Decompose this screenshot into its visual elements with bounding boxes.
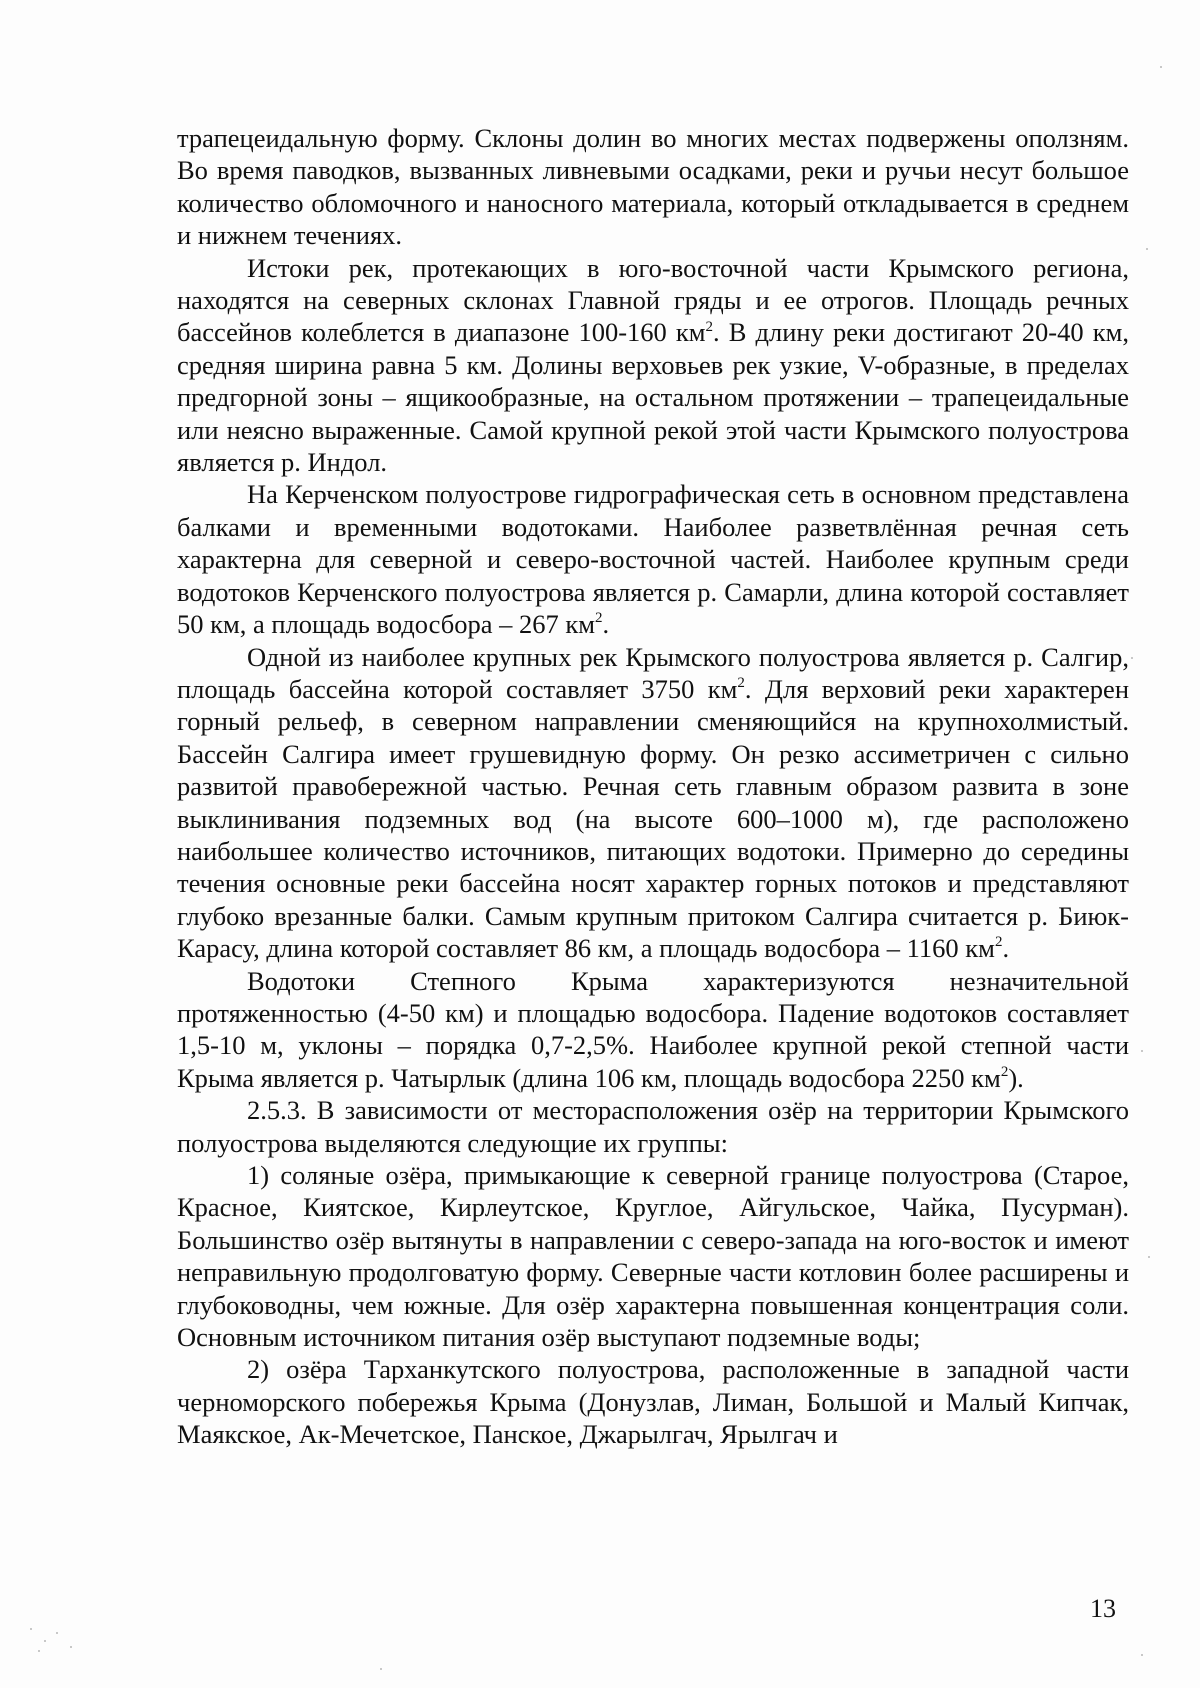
superscript: 2 [1000, 1063, 1009, 1080]
paragraph-text: . [602, 609, 610, 640]
scan-speck [1160, 66, 1162, 68]
paragraph-text: 1) соляные озёра, примыкающие к северной границе полуострова (Старое, Красное, Киятское, Кирлеутское, Круглое, Айгульское, Чайка, Пусурман). Большинство озёр вытянуты в направлении с северо-запада на юго-восток и имеют неправильную продолговатую форму. Северные части котловин более расширены и глубоководны, чем южные. Для озёр характерна повышенная концентрация соли. Основным источником питания озёр выступают подземные воды; [177, 1160, 1129, 1353]
paragraph-text: ). [1008, 1062, 1024, 1093]
paragraph-text: . Для верховий реки характерен горный рельеф, в северном направлении сменяющийся на крупнохолмистый. Бассейн Салгира имеет грушевидную форму. Он резко ассиметричен с сильно развитой правобережной частью. Речная сеть главным образом развита в зоне выклинивания подземных вод (на высоте 600–1000 м), где расположено наибольшее количество источников, питающих водотоки. Примерно до середины течения основные реки бассейна носят характер горных потоков и представляют глубоко врезанные балки. Самым крупным притоком Салгира считается р. Биюк-Карасу, длина которой составляет 86 км, а площадь водосбора – 1160 км [177, 673, 1130, 964]
paragraph [177, 1094, 1129, 1159]
scan-speck [1141, 1654, 1143, 1656]
paragraph-text: . В длину реки достигают 20-40 км, средняя ширина равна 5 км. Долины верховьев рек узкие, V-образные, в пределах предгорной зоны – ящикообразные, на остальном протяжении – трапецеидальные или неясно выраженные. Самой крупной рекой этой части Крымского полуострова является р. Индол. [177, 317, 1129, 478]
scan-speck [1146, 248, 1148, 250]
scan-speck [380, 1668, 382, 1670]
paragraph-text: На Керченском полуострове гидрографическая сеть в основном представлена балками и временными водотоками. Наиболее разветвлённая речная сеть характерна для северной и северо-восточной частей. Наиболее крупным среди водотоков Керченского полуострова является р. Самарли, длина которой составляет 50 км, а площадь водосбора – 267 км [177, 479, 1129, 640]
scan-speck [44, 1640, 46, 1642]
paragraph-text: . [1002, 933, 1010, 964]
paragraph [177, 1159, 1129, 1353]
paragraph [177, 965, 1129, 1095]
scan-speck [1141, 1050, 1143, 1052]
superscript: 2 [994, 934, 1003, 951]
paragraph-text: 2.5.3. В зависимости от месторасположения озёр на территории Крымского полуострова выделяются следующие их группы: [177, 1095, 1129, 1158]
paragraph-text: Истоки рек, протекающих в юго-восточной части Крымского региона, находятся на северных склонах Главной гряды и ее отрогов. Площадь речных бассейнов колеблется в диапазоне 100-160 км [177, 252, 1129, 348]
superscript: 2 [705, 318, 714, 335]
scan-speck [56, 1632, 58, 1634]
paragraph [177, 641, 1129, 965]
paragraph-text: Водотоки Степного Крыма характеризуются незначительной протяженностью (4-50 км) и площадью водосбора. Падение водотоков составляет 1,5-10 м, уклоны – порядка 0,7-2,5%. Наиболее крупной рекой степной части Крыма является р. Чатырлык (длина 106 км, площадь водосбора 2250 км [177, 965, 1129, 1093]
paragraph [177, 122, 1129, 252]
paragraph [177, 478, 1129, 640]
superscript: 2 [737, 675, 745, 692]
paragraph [177, 1353, 1129, 1450]
scan-speck [30, 1628, 32, 1630]
page-number: 13 [1090, 1594, 1116, 1623]
paragraph-text: 2) озёра Тарханкутского полуострова, расположенные в западной части черноморского побережья Крыма (Донузлав, Лиман, Большой и Малый Кипчак, Маякское, Ак-Мечетское, Панское, Джарылгач, Ярылгач и [177, 1354, 1129, 1450]
superscript: 2 [594, 610, 603, 627]
paragraph [177, 252, 1129, 479]
paragraph-text: Одной из наиболее крупных рек Крымского полуострова является р. Салгир, площадь бассейна которой составляет 3750 км [177, 641, 1129, 704]
scan-speck [38, 1650, 40, 1652]
body-text [177, 122, 1129, 1451]
scan-speck [70, 1646, 72, 1648]
scan-speck [1148, 1256, 1150, 1258]
scan-speck [1131, 657, 1133, 659]
paragraph-text: трапецеидальную форму. Склоны долин во многих местах подвержены оползням. Во время паводков, вызванных ливневыми осадками, реки и ручьи несут большое количество обломочного и наносного материала, который откладывается в среднем и нижнем течениях. [177, 123, 1129, 251]
